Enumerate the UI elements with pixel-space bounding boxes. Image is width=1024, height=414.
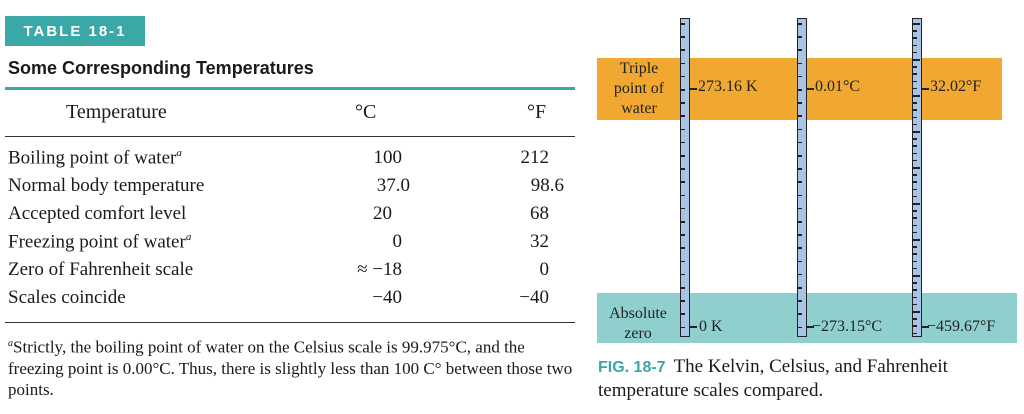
absolute-zero-label: Absolute zero [609,305,667,342]
fahrenheit-scale [912,18,922,337]
scale-tick [798,63,802,65]
scale-tick [798,287,802,289]
scale-tick [798,36,802,38]
scale-tick [913,59,920,61]
figure-number: FIG. 18-7 [598,359,666,376]
celsius-triple-marker [806,88,814,90]
row-fahrenheit: 212 [520,147,549,168]
scale-tick [798,155,802,157]
row-celsius: −40 [372,287,402,308]
scale-tick [913,181,917,183]
scale-tick [798,168,802,170]
kelvin-triple-value: 273.16 K [698,78,758,95]
scale-tick [913,66,917,68]
table-row [0,147,580,175]
scale-tick [798,115,802,117]
scale-tick [798,102,802,104]
scale-tick [798,274,802,276]
scale-tick [681,23,685,25]
kelvin-triple-marker [689,88,697,90]
row-label: Scales coincide [8,287,126,308]
scale-tick [798,129,802,131]
scale-tick [681,287,685,289]
scale-tick [681,234,685,236]
row-fahrenheit: 98.6 [530,175,564,196]
scale-tick [681,313,685,315]
scale-tick [681,155,685,157]
scale-tick [913,81,917,83]
scale-tick [681,195,685,197]
scale-tick [913,203,920,205]
scale-tick [798,234,802,236]
celsius-triple-value: 0.01°C [815,78,861,95]
scale-tick [913,253,917,255]
scale-tick [913,225,917,227]
row-fahrenheit: 32 [530,231,549,252]
scale-tick [798,23,802,25]
kelvin-scale [680,18,690,337]
scale-tick [798,327,802,329]
scale-tick [798,76,802,78]
scale-tick [913,311,920,313]
scale-tick [913,73,917,75]
row-fahrenheit: −40 [519,287,549,308]
scale-tick [913,145,917,147]
scale-tick [913,131,920,133]
header-fahrenheit: °F [527,101,547,123]
scale-tick [681,142,685,144]
table-title: Some Corresponding Temperatures [8,58,314,78]
scale-tick [681,221,685,223]
scale-tick [681,63,685,65]
scale-tick [798,313,802,315]
scale-tick [913,23,920,25]
scale-tick [913,138,917,140]
scale-tick [913,246,917,248]
table-bottom-rule [5,322,575,323]
triple-point-label: Triple point of water [613,60,665,117]
scale-tick [681,115,685,117]
scale-tick [913,124,917,126]
scale-tick [681,129,685,131]
scale-tick [913,304,917,306]
scale-tick [913,45,917,47]
row-celsius: 0 [392,231,402,252]
scale-tick [913,325,917,327]
scale-tick [681,168,685,170]
scale-tick [681,181,685,183]
celsius-zero-value: −273.15°C [812,318,883,335]
scale-tick [913,196,917,198]
scale-tick [913,210,917,212]
table-row [0,231,580,259]
scale-tick [798,195,802,197]
scale-tick [913,318,917,320]
scale-tick [681,36,685,38]
fahrenheit-zero-value: −459.67°F [927,318,996,335]
scale-tick [681,327,685,329]
scale-tick [913,333,917,335]
row-fahrenheit: 68 [530,203,549,224]
row-label: Normal body temperature [8,175,205,196]
scale-tick [913,282,917,284]
scale-tick [798,49,802,51]
row-label: Zero of Fahrenheit scale [8,259,194,280]
scale-tick [798,261,802,263]
fahrenheit-triple-value: 32.02°F [930,78,982,95]
scale-tick [681,49,685,51]
scale-tick [913,217,917,219]
scale-tick [913,275,920,277]
table-row [0,175,580,203]
scale-tick [913,297,917,299]
scale-tick [913,239,920,241]
kelvin-zero-value: 0 K [699,318,723,335]
scale-tick [681,300,685,302]
figure-caption [598,355,1018,402]
scale-tick [681,89,685,91]
scale-tick [681,247,685,249]
table-row [0,259,580,287]
row-celsius: 100 [373,147,402,168]
scale-tick [913,117,917,119]
scale-tick [681,76,685,78]
scale-tick [913,174,917,176]
row-celsius: 20 [373,203,392,224]
scale-tick [798,181,802,183]
scale-tick [913,37,917,39]
scale-tick [798,89,802,91]
scale-tick [913,261,917,263]
scale-tick [913,30,917,32]
scale-tick [913,102,917,104]
scale-tick [913,268,917,270]
scale-tick [913,289,917,291]
celsius-scale [797,18,807,337]
kelvin-zero-marker [689,326,697,328]
scale-tick [681,261,685,263]
scale-tick [681,274,685,276]
header-rule [5,136,575,137]
table-badge: TABLE 18-1 [5,16,145,46]
row-fahrenheit: 0 [539,259,549,280]
scale-tick [798,208,802,210]
table-footnote: $^a$Strictly, the boiling point of water on the Celsius scale is 99.975°C, and the freezing point is 0.00°C. Thus, there is slightly less than 100 C° between those two points. [8,337,573,399]
row-label: Freezing point of water$^a$ [8,231,192,253]
row-label: Accepted comfort level [8,203,187,224]
scale-tick [681,102,685,104]
scale-tick [913,160,917,162]
scale-tick [913,88,917,90]
scale-tick [913,52,917,54]
fahrenheit-triple-marker [921,88,929,90]
scale-tick [681,208,685,210]
scale-tick [798,247,802,249]
scale-tick [913,189,917,191]
scale-tick [798,221,802,223]
figure-caption-text: The Kelvin, Celsius, and Fahrenheit temperature scales compared. [598,356,948,401]
header-celsius: °C [355,101,377,123]
row-celsius: 37.0 [376,175,410,196]
header-temperature: Temperature [66,101,167,123]
scale-tick [913,167,920,169]
scale-tick [798,142,802,144]
row-label: Boiling point of water$^a$ [8,147,182,169]
scale-tick [913,109,917,111]
table-row [0,287,580,315]
scale-tick [913,232,917,234]
title-rule [5,87,575,90]
scale-tick [913,95,920,97]
row-celsius: ≈ −18 [357,259,402,280]
scale-tick [798,300,802,302]
scale-tick [913,153,917,155]
table-row [0,203,580,231]
